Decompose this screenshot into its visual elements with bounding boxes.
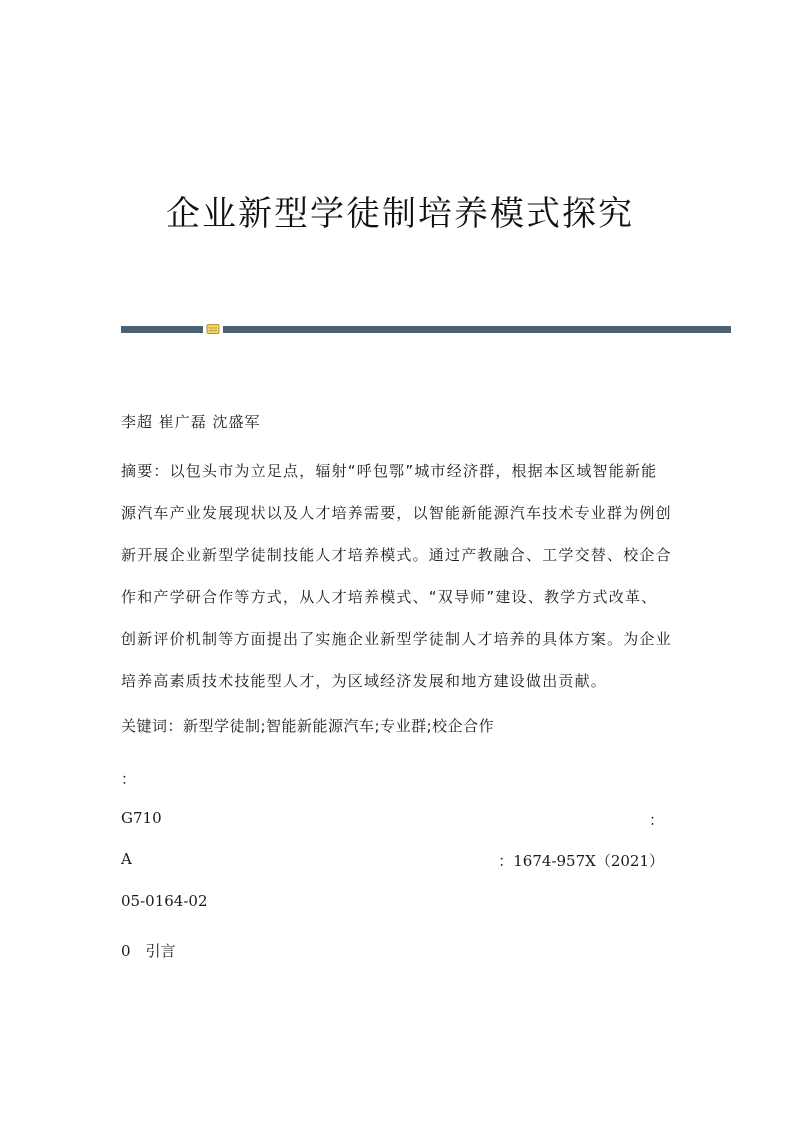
abstract-line: 摘要：以包头市为立足点，辐射“呼包鄂”城市经济群，根据本区域智能新能: [121, 462, 658, 480]
abstract-line: 作和产学研合作等方式，从人才培养模式、“双导师”建设、教学方式改革、: [121, 588, 658, 606]
keywords: 关键词：新型学徒制;智能新能源汽车;专业群;校企合作: [121, 717, 495, 735]
abstract-line: 创新评价机制等方面提出了实施企业新型学徒制人才培养的具体方案。为企业: [121, 630, 672, 648]
article-number: 05-0164-02: [121, 892, 208, 910]
abstract-line: 源汽车产业发展现状以及人才培养需要，以智能新能源汽车技术专业群为例创: [121, 504, 672, 522]
meta-colon: ：: [121, 770, 137, 788]
divider-bar-left: [121, 326, 203, 333]
divider-bar-right: [223, 326, 731, 333]
meta-colon: ：: [648, 811, 664, 829]
clc-number: G710: [121, 809, 162, 827]
section-heading: 0 引言: [121, 942, 176, 960]
author-list: 李超 崔广磊 沈盛军: [121, 413, 261, 431]
title-divider: [121, 326, 731, 333]
abstract-line: 新开展企业新型学徒制技能人才培养模式。通过产教融合、工学交替、校企合: [121, 546, 672, 564]
envelope-icon: [206, 323, 220, 335]
abstract-line: 培养高素质技术技能型人才，为区域经济发展和地方建设做出贡献。: [121, 672, 608, 690]
issn: ：1674-957X（2021）: [498, 852, 664, 870]
document-code: A: [121, 850, 132, 868]
paper-title: 企业新型学徒制培养模式探究: [166, 194, 634, 234]
